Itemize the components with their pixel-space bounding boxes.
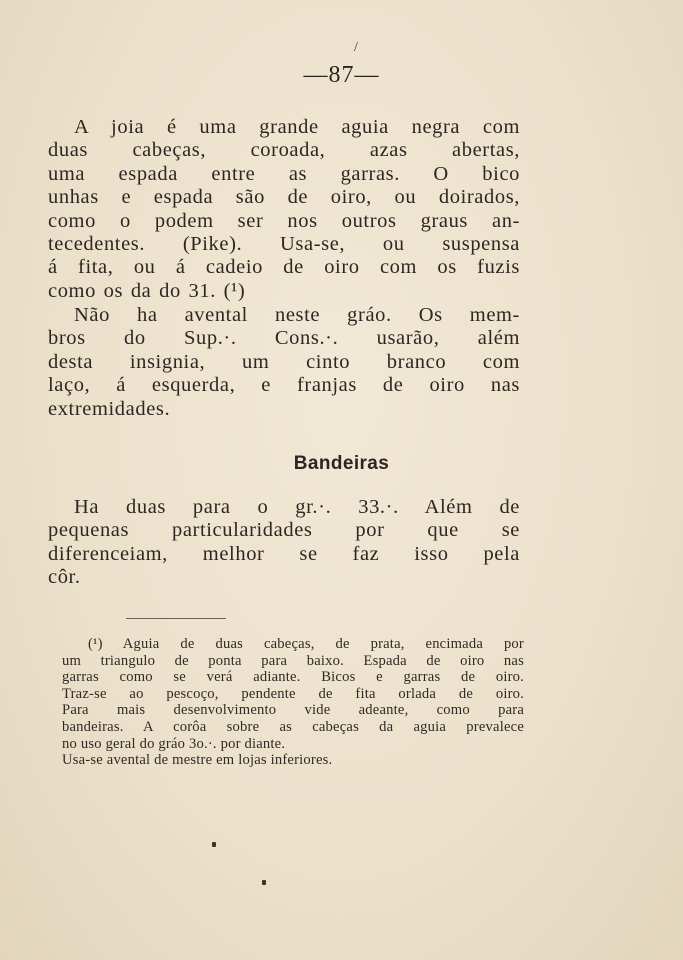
text-line: como o podem ser nos outros graus an- (48, 209, 520, 232)
text-line: á fita, ou á cadeio de oiro com os fuzis (48, 256, 520, 279)
footnote-divider (126, 618, 226, 619)
text-line: pequenas particularidades por que se (48, 519, 520, 542)
page-number: —87— (303, 62, 380, 88)
footnote-line: Usa-se avental de mestre em lojas inferiores. (62, 752, 333, 769)
footnote-line: um triangulo de ponta para baixo. Espada de oiro nas (62, 652, 524, 669)
footnote-line: no uso geral do gráo 3o.·. por diante. (62, 735, 286, 752)
text-line: A joia é uma grande aguia negra com (74, 116, 520, 138)
footnote-line: bandeiras. A corôa sobre as cabeças da aguia prevalece (62, 718, 524, 735)
footnote-line: Para mais desenvolvimento vide adeante, como para (62, 702, 524, 719)
text-line: duas cabeças, coroada, azas abertas, (48, 139, 520, 162)
text-line: diferenceiam, melhor se faz isso pela (48, 542, 520, 565)
text-line: desta insignia, um cinto branco com (48, 350, 520, 373)
paragraph-apron (48, 304, 520, 421)
footnote-line: garras como se verá adiante. Bicos e garras de oiro. (62, 669, 524, 686)
footnote-line: (¹) Aguia de duas cabeças, de prata, encimada por (88, 636, 524, 652)
text-line: como os da do 31. (¹) (48, 279, 246, 302)
text-line: bros do Sup.·. Cons.·. usarão, além (48, 327, 520, 350)
paragraph-banners (48, 496, 520, 590)
text-line: tecedentes. (Pike). Usa-se, ou suspensa (48, 233, 520, 256)
text-line: Não ha avental neste gráo. Os mem- (74, 304, 520, 326)
ink-mark: / (354, 40, 358, 55)
text-line: uma espada entre as garras. O bico (48, 162, 520, 185)
text-line: extremidades. (48, 397, 171, 420)
footnote (62, 636, 524, 769)
section-heading: Bandeiras (293, 453, 390, 474)
footnote-line: Traz-se ao pescoço, pendente de fita orlada de oiro. (62, 685, 524, 702)
text-line: Ha duas para o gr.·. 33.·. Além de (74, 496, 520, 518)
text-line: laço, á esquerda, e franjas de oiro nas (48, 374, 520, 397)
ink-speck (262, 880, 266, 885)
text-line: unhas e espada são de oiro, ou doirados, (48, 186, 520, 209)
paragraph-jewel (48, 116, 520, 303)
ink-speck (212, 842, 216, 847)
text-line: côr. (48, 566, 81, 589)
